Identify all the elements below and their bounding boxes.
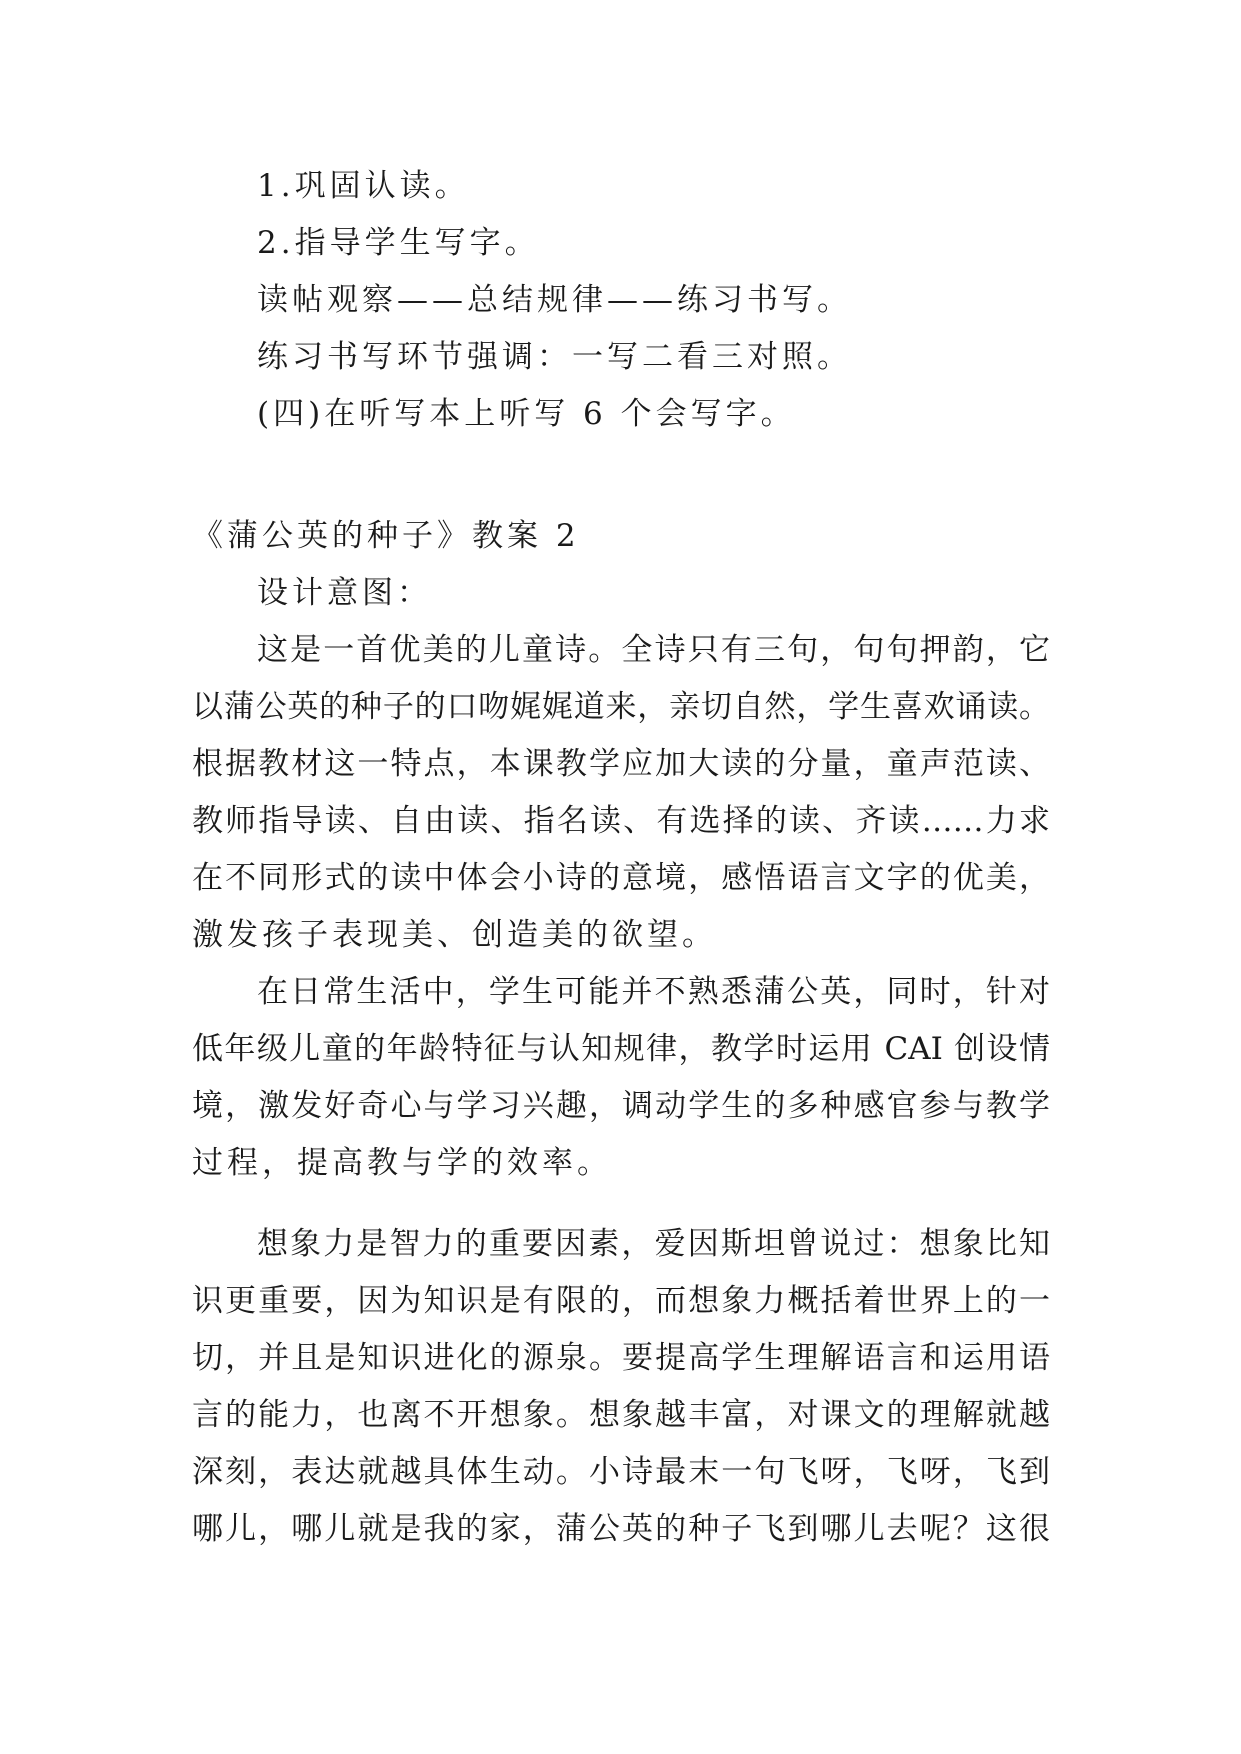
paragraph-line: 哪儿，哪儿就是我的家，蒲公英的种子飞到哪儿去呢？这很 (192, 1511, 1050, 1547)
paragraph-line: 过程，提高教与学的效率。 (192, 1145, 612, 1181)
paragraph-line: 在不同形式的读中体会小诗的意境，感悟语言文字的优美， (192, 860, 1050, 896)
writing-emphasis-line: 练习书写环节强调：一写二看三对照。 (257, 339, 852, 375)
lesson-plan-title: 《蒲公英的种子》教案 2 (192, 518, 580, 554)
paragraph-line: 教师指导读、自由读、指名读、有选择的读、齐读……力求 (192, 803, 1050, 839)
list-item-guide-writing: 2.指导学生写字。 (257, 225, 540, 261)
writing-steps-line: 读帖观察——总结规律——练习书写。 (257, 282, 852, 318)
design-intent-heading: 设计意图： (257, 575, 432, 611)
paragraph-line: 言的能力，也离不开想象。想象越丰富，对课文的理解就越 (192, 1397, 1050, 1433)
paragraph-line: 识更重要，因为知识是有限的，而想象力概括着世界上的一 (192, 1283, 1050, 1319)
paragraph-line: 切，并且是知识进化的源泉。要提高学生理解语言和运用语 (192, 1340, 1050, 1376)
paragraph-line: 以蒲公英的种子的口吻娓娓道来，亲切自然，学生喜欢诵读。 (192, 689, 1050, 725)
dictation-line: (四)在听写本上听写 6 个会写字。 (257, 396, 796, 432)
paragraph-line: 想象力是智力的重要因素，爱因斯坦曾说过：想象比知 (257, 1226, 1050, 1262)
paragraph-line: 低年级儿童的年龄特征与认知规律，教学时运用 CAI 创设情 (192, 1031, 1050, 1067)
paragraph-line: 这是一首优美的儿童诗。全诗只有三句，句句押韵，它 (257, 632, 1050, 668)
paragraph-line: 在日常生活中，学生可能并不熟悉蒲公英，同时，针对 (257, 974, 1050, 1010)
paragraph-line: 激发孩子表现美、创造美的欲望。 (192, 917, 717, 953)
paragraph-line: 境，激发好奇心与学习兴趣，调动学生的多种感官参与教学 (192, 1088, 1050, 1124)
paragraph-line: 深刻，表达就越具体生动。小诗最末一句飞呀，飞呀，飞到 (192, 1454, 1050, 1490)
list-item-consolidate-reading: 1.巩固认读。 (257, 168, 470, 204)
paragraph-line: 根据教材这一特点，本课教学应加大读的分量，童声范读、 (192, 746, 1050, 782)
